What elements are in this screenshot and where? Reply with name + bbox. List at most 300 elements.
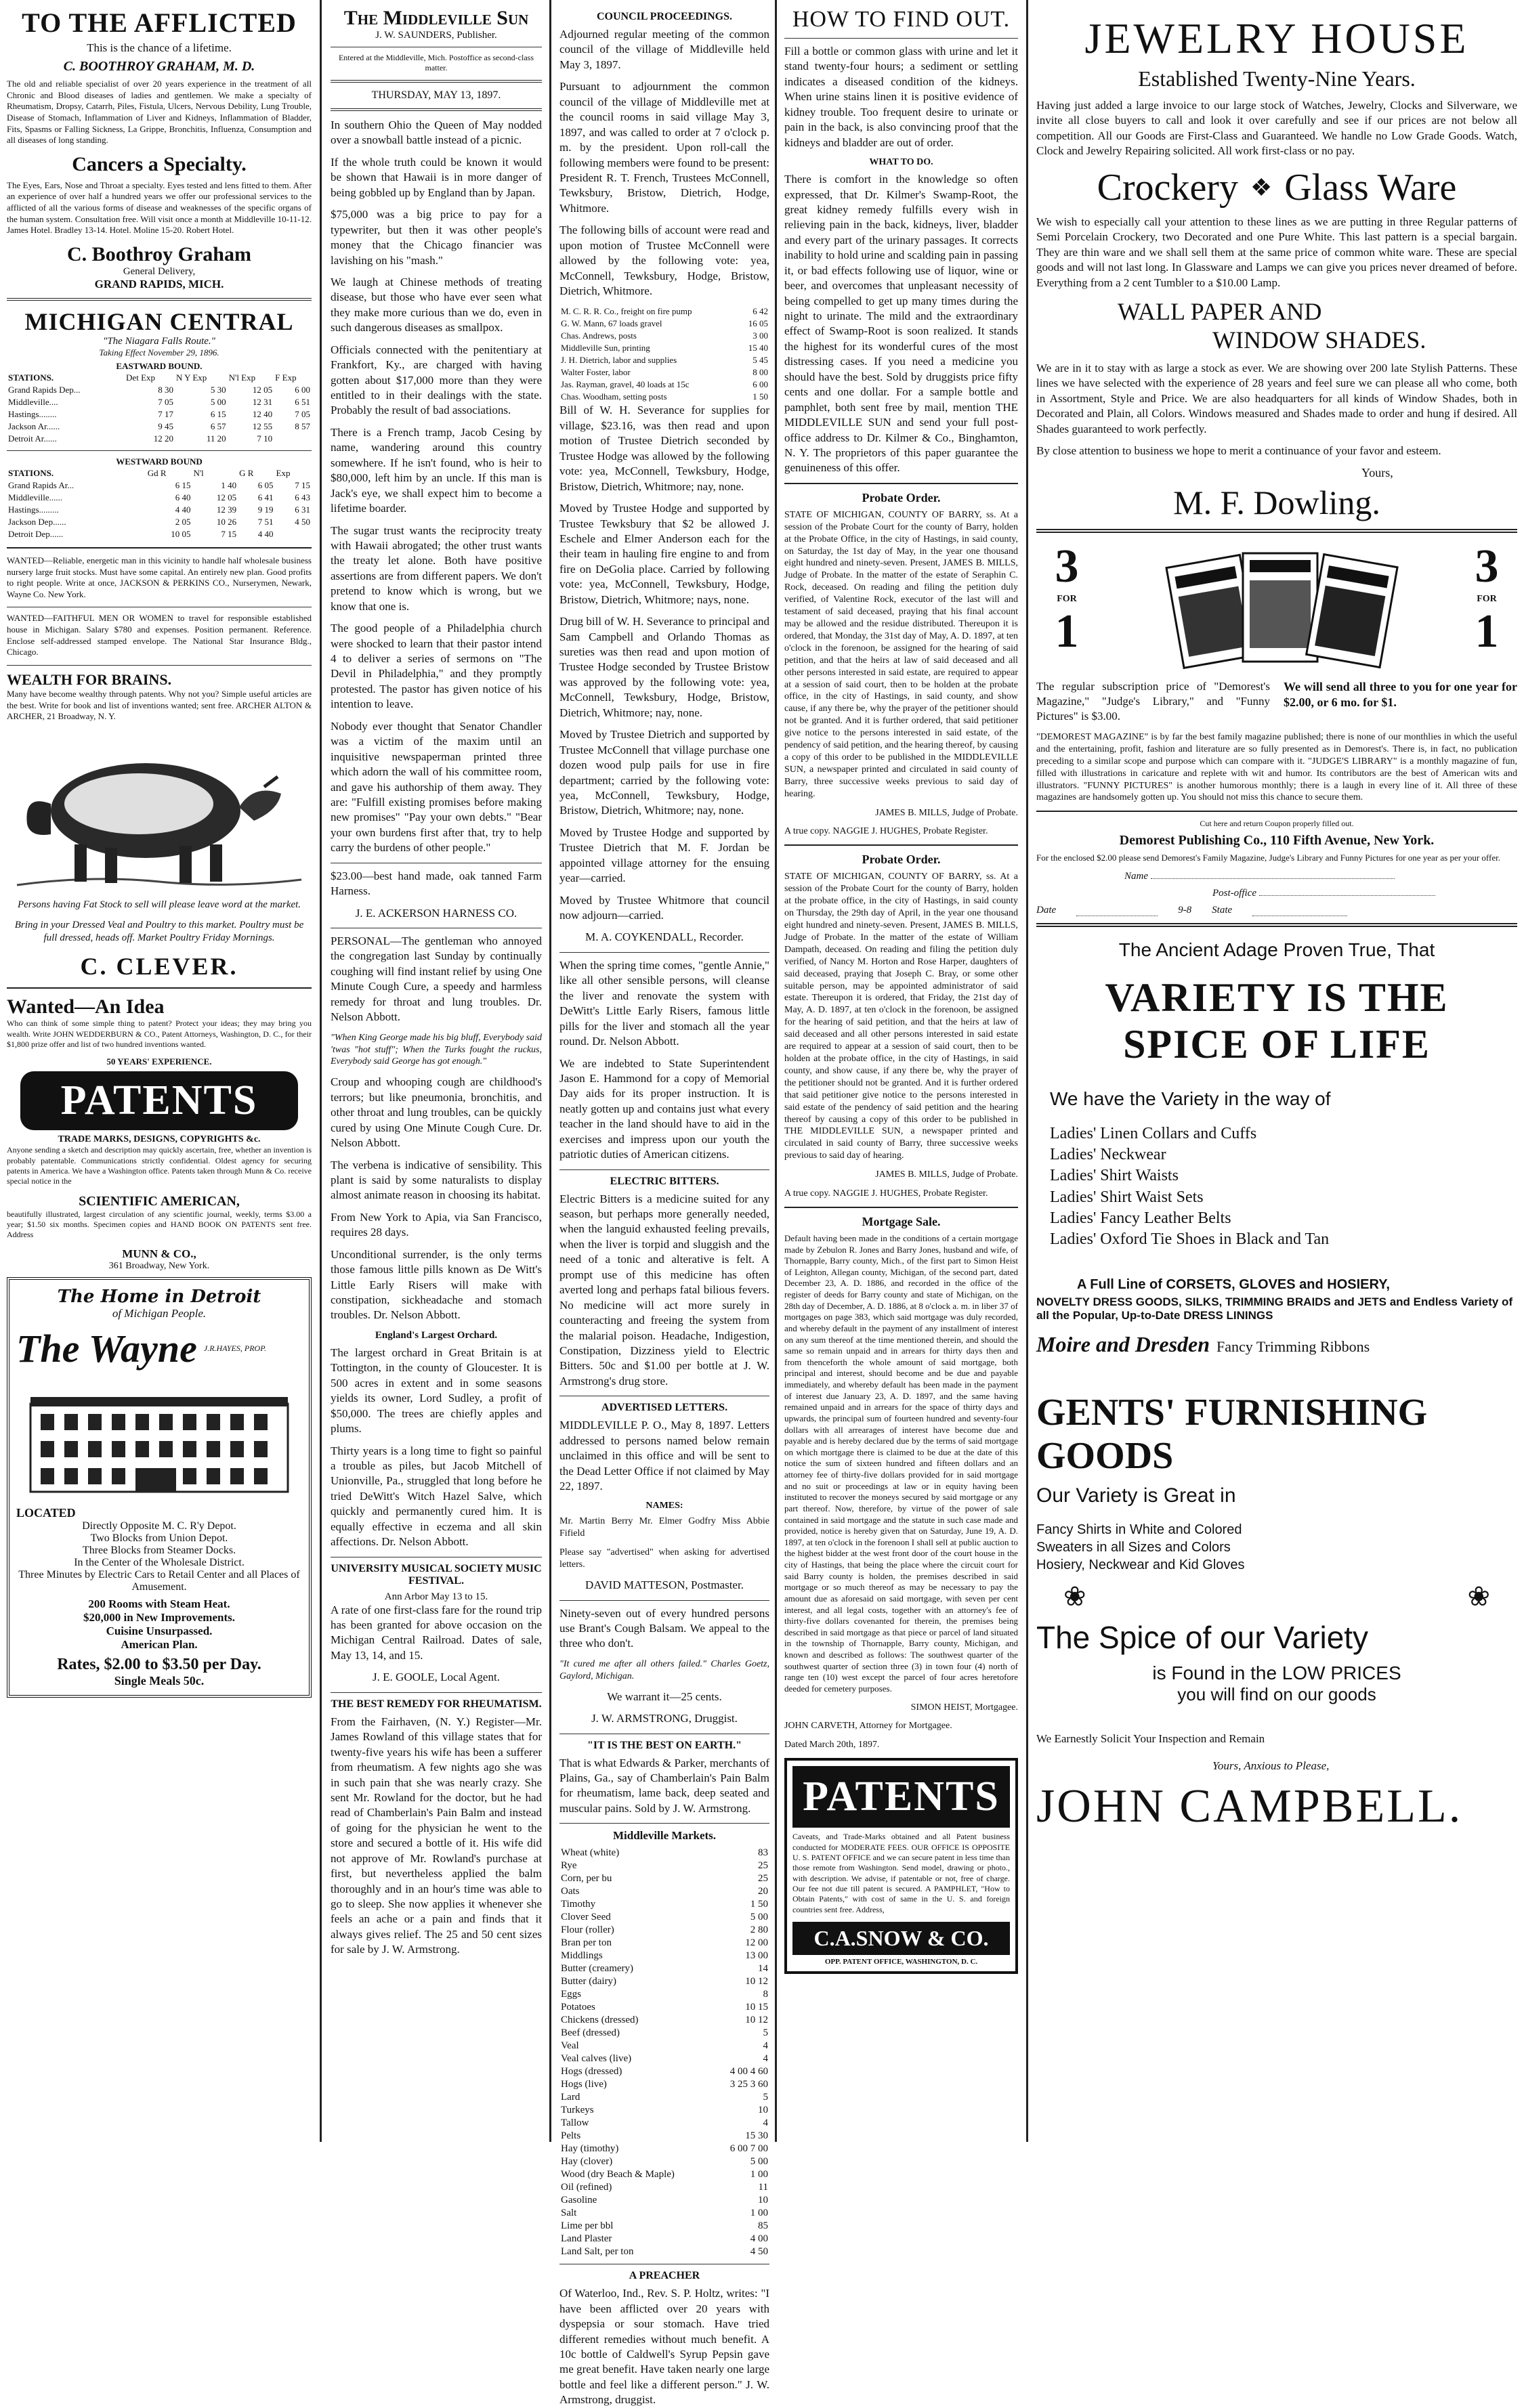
bill-amount: 5 45 [753,355,768,366]
table-row [559,2233,769,2245]
column-2 [324,7,549,2133]
names-heading: NAMES: [645,1501,683,1511]
commodity: Land Plaster [561,2233,612,2245]
coupon-number: 9-8 [1178,904,1192,916]
list-item: Sweaters in all Sizes and Colors [1036,1540,1231,1555]
table-row [559,2091,769,2104]
publisher: J. W. SAUNDERS, Publisher. [375,30,497,41]
masthead: The Middleville Sun [343,7,529,29]
commodity: Oil (refined) [561,2182,612,2193]
list-item: Hosiery, Neckwear and Kid Gloves [1036,1557,1245,1573]
moire-text-2: Fancy Trimming Ribbons [1216,1338,1370,1356]
article: When the spring time comes, "gentle Annie," like all other sensible persons, will cleanse the liver and renovate the system with DeWitt's Little Early Risers, famous little pills for the liver and stomach all the year round. Dr. Nelson Abbott. [559,958,769,1048]
mortgage-date: Dated March 20th, 1897. [784,1740,880,1750]
commodity: Hay (clover) [561,2156,613,2168]
commodity: Corn, per bu [561,1873,612,1885]
price: 5 [763,2092,768,2103]
commodity: Butter (creamery) [561,1963,634,1975]
table-row [7,408,312,421]
station: Grand Rapids Ar... [8,479,75,490]
wanted-ad-1: WANTED—Reliable, energetic man in this vicinity to handle half wholesale business nursery large fruit stocks. Must have some capital. An entirely new plan. Good profits to right people. Write at once, JACKSON & PERKINS CO., Nurserymen, Newark, Wayne Co. New York. [7,555,312,599]
probate-1-heading: Probate Order. [862,490,941,504]
table-row [559,1885,769,1898]
time: 12 39 [216,504,237,515]
jewelry-house-title: JEWELRY HOUSE [1084,14,1469,62]
bitters-text: Electric Bitters is a medicine suited for any season, but perhaps more generally needed, when the languid exhausted feeling prevails, when the liver is torpid and sluggish and the need of a tonic and alterative is felt. A prompt use of this medicine has often averted long and perhaps fatal bilious fevers. No medicine will act more surely in counteracting and freeing the system from the malarial poison. Headache, Indigestion, Constipation, Dizziness yield to Electric Bitters. 50c and $1.00 per bottle at J. W. Armstrong's drug store. [559,1192,769,1388]
table-row [559,330,769,342]
time: 12 31 [252,396,273,407]
council-text: Moved by Trustee Dietrich and supported by Trustee McConnell that village purchase one dozen wood pulp pails for use in fire department; carried by the following vote: yea, McConnell, Tewksbury, Hodge, Bristow, Dietrich, Whitmore; nay, none. [559,728,769,817]
westward-heading: WESTWARD BOUND [116,456,203,467]
table-row [559,2155,769,2168]
cancers-heading: Cancers a Specialty. [72,152,247,175]
for-right: FOR [1477,593,1497,604]
hotel-building-illustration [16,1377,302,1499]
article: From New York to Apia, via San Francisco, requires 28 days. [331,1210,542,1239]
commodity: Beef (dressed) [561,2027,620,2039]
coupon-heading: Demorest Publishing Co., 110 Fifth Avenue, New York. [1119,833,1435,848]
verse: "When King George made his big bluff, Everybody said 'twas "hot stuff"; When the Turks fought the ruckus, Everybody said George has got enough." [331,1032,542,1067]
jewelry-text: Having just added a large invoice to our large stock of Watches, Jewelry, Clocks and Silverware, we invite all close buyers to call and look it over carefully and see if our prices are not below all competition. All our Goods are First-Class and Guaranteed. We handle no Low Grade Goods. Watch, Clock and Jewelry Repairing solicited. All work first-class or no pay. [1036,99,1517,158]
bill-item: Jas. Rayman, gravel, 40 loads at 15c [561,379,690,390]
find-goods-line: you will find on our goods [1177,1684,1376,1705]
cow-illustration [7,729,312,899]
council-text: Pursuant to adjournment the common council of the village of Middleville met at the council rooms in said village May 3, 1897, and was called to order at 7 o'clock p. m. by the president. Upon roll-call the following members were found to be present: President R. T. French, Trustees McConnell, Tewksbury, Bristow, Dietrich, Hodge, Whitmore. [559,80,769,215]
mc-subtitle: "The Niagara Falls Route." [103,335,215,347]
patents-banner: PATENTS [20,1071,298,1130]
commodity: Wood (dry Beach & Maple) [561,2169,675,2180]
michigan-central-title: MICHIGAN CENTRAL [24,307,294,335]
station: Detroit Ar...... [8,433,57,444]
station: Grand Rapids Dep... [8,384,81,395]
price: 10 12 [745,1976,768,1987]
issue-date: THURSDAY, MAY 13, 1897. [371,89,501,101]
time: 8 30 [158,384,174,395]
bill-amount: 16 05 [748,318,768,329]
article: Thirty years is a long time to fight so painful a trouble as piles, but Jacob Mitchell of Unionville, Pa., struggled that long before he tried DeWitt's Witch Hazel Salve, which quickly and permanently cured him. It is equally effective in eczema and all skin affections. Dr. Nelson Abbott. [331,1444,542,1549]
bill-amount: 1 50 [753,391,768,402]
letters-note: Please say "advertised" when asking for advertised letters. [559,1547,769,1570]
afflicted-title: TO THE AFFLICTED [22,7,297,38]
wealth-text: Many have become wealthy through patents. Why not you? Simple useful articles are the best. Write for book and list of inventions wanted; sent free. ARCHER ALTON & ARCHER, 21 Broadway, N. Y. [7,688,312,722]
time: 11 20 [206,433,226,444]
find-out-text-2: There is comfort in the knowledge so often expressed, that Dr. Kilmer's Swamp-Root, the great kidney remedy fulfills every wish in relieving pain in the back, kidneys, liver, bladder and every part of the urinary passages. It corrects inability to hold urine and scalding pain in passing it, or bad effects following use of liquor, wine or beer, and overcomes that unpleasant necessity of being compelled to get up many times during the night to urinate. The mild and the extraordinary effect of Swamp-Root is soon realized. It stands the highest for its wonderful cures of the most distressing cases. If you need a medicine you should have the best. Sold by druggists price fifty cents and one dollar. For a sample bottle and pamphlet, both sent free by mail, mention THE MIDDLEVILLE SUN and send your full post-office address to Dr. Kilmer & Co., Binghamton, N. Y. The proprietors of this paper guarantee the genuineness of this offer. [784,173,1018,475]
time: 7 51 [257,516,274,527]
col-head: F Exp [275,372,297,383]
corsets-line: A Full Line of CORSETS, GLOVES and HOSIERY, [1077,1277,1390,1293]
list-item: Ladies' Shirt Waists [1050,1167,1179,1185]
wealth-heading: WEALTH FOR BRAINS. [7,670,172,688]
patents-text: Caveats, and Trade-Marks obtained and all Patent business conducted for MODERATE FEES. OUR OFFICE IS OPPOSITE U. S. PATENT OFFICE and we can secure patent in less time than those remote from Washington. Send model, drawing or photo., with description. We advise, if patentable or not, free of charge. Our fee not due till patent is secured. A PAMPHLET, "How to Obtain Patents," with cost of same in the U. S. and foreign countries sent free. Address, [792,1832,1010,1914]
bill-item: Walter Foster, labor [561,367,631,378]
price: 10 15 [745,2002,768,2013]
time: 12 40 [252,408,273,419]
time: 9 19 [257,504,274,515]
table-row [559,1937,769,1950]
col-head: G R [239,467,254,478]
price: 3 25 3 60 [729,2079,768,2090]
list-item: Ladies' Oxford Tie Shoes in Black and Tan [1050,1230,1330,1248]
munn-address: 361 Broadway, New York. [108,1260,210,1271]
price: 1 00 [750,2169,768,2180]
price: 25 [758,1860,768,1872]
column-rule [320,0,322,2142]
table-row [559,305,769,318]
gents-heading: GENTS' FURNISHING GOODS [1036,1392,1428,1478]
mortgage-text: Default having been made in the conditions of a certain mortgage made by Zebulon R. Jones and Barry Jones, husband and wife, of Thornapple, Barry county, Mich., of the first part to Simon Heist of Leighton, Allegan county, Michigan, of the second part, dated December 23, A. D. 1886, and recorded in the office of the register of deeds for Barry county and state of Michigan, on the 28th day of December, A. D. 1886, at 8 o'clock a. m. in liber 37 of mortgages on page 383, which said mortgage was duly recorded, and whereby default in the payment of any installment of interest on any sum thereof at the time mentioned therein, and should the same so remain unpaid and in arrears for thirty days then and from thenceforth the whole amount of said mortgage, both principal and interest, should become and be due and payable immediately, and whereby default has been made in the payment of interest due January 23, A. D. 1897, and the same having remained unpaid and in arrears for the space of thirty days and upwards, the principal sum of fourteen hundred and seventy-four dollars with all arrearages of interest have become due and payable and is hereby declared due by the terms of said mortgage on which mortgage there is claimed to be due at the date of this notice the sum of sixteen hundred and fifteen dollars and an attorney fee of thirty-five dollars provided for in said mortgage and no suit or proceedings at law or in equity having been instituted to recover the moneys secured by said mortgage or any part thereof. Now, therefore, by virtue of the power of sale contained in said mortgage and the statute in such case made and provided, notice is hereby given that on Saturday, June 19, A. D. 1897, at ten o'clock in the forenoon I shall sell at public auction to the highest bidder at the west front door of the court house in the city of Hastings, that being the place where the circuit court for said Barry county is holden, the premises described in said mortgage or so much thereof as may be necessary to pay the amount due as aforesaid on said mortgage, with seven per cent interest, and all legal costs, together with an attorney's fee of thirty-five dollars covenanted for therein, the premises being described in said mortgage as that piece or parcel of land situated in the township of Thornapple, Barry county, Michigan, and known and described as follows: The southwest quarter of the southwest quarter of section three (3) in town four (4) north of range ten (10) west except the parcel of four acres heretofore deeded for cemetery purposes. [784,1232,1018,1694]
preacher-heading: A PREACHER [629,2270,700,2282]
hotel-name: The Wayne [16,1326,197,1371]
price: 6 00 7 00 [729,2143,768,2155]
column-5 [1030,7,1524,2133]
shades-heading: WINDOW SHADES. [1212,326,1426,353]
price: 25 [758,1873,768,1885]
table-row [7,421,312,433]
time: 10 26 [216,516,237,527]
price: 1 50 [750,1899,768,1910]
price: 10 [758,2105,768,2116]
cow-caption: Persons having Fat Stock to sell will please leave word at the market. [17,899,301,910]
time: 6 05 [257,479,274,490]
bill-item: Chas. Woodham, setting posts [561,391,667,402]
column-rule [549,0,551,2142]
commodity: Butter (dairy) [561,1976,617,1987]
orchard-heading: England's Largest Orchard. [375,1329,498,1341]
westward-timetable [7,467,312,540]
table-row [7,433,312,445]
mc-date: Taking Effect November 29, 1896. [99,347,219,358]
probate-2-sign: JAMES B. MILLS, Judge of Probate. [875,1169,1018,1180]
list-item: Ladies' Fancy Leather Belts [1050,1209,1231,1227]
article: We are indebted to State Superintendent Jason E. Hammond for a copy of Memorial Day aids for its proper instruction. It is neatly gotten up and contains just what every teacher in the land should have to aid in the exercises and impress upon our youth the patriotic duties of American citizens. [559,1056,769,1161]
three-left: 3 [1055,540,1079,593]
musical-sub: Ann Arbor May 13 to 15. [384,1591,488,1602]
commodity: Oats [561,1886,580,1897]
clever-name: C. CLEVER. [80,953,238,981]
table-row [559,2207,769,2220]
idea-text: Who can think of some simple thing to patent? Protect your ideas; they may bring you wealth. Write JOHN WEDDERBURN & CO., Patent Attorneys, Washington, D. C., for their $1,800 prize offer and list of two hundred inventions wanted. [7,1018,312,1049]
campbell-name: JOHN CAMPBELL. [1036,1780,1463,1833]
time: 9 45 [158,421,174,431]
commodity: Lime per bbl [561,2220,614,2232]
column-4 [778,7,1025,2133]
bill-item: J. H. Dietrich, labor and supplies [561,355,677,366]
council-text: Adjourned regular meeting of the common council of the village of Middleville held May 3, 1897. [559,28,769,71]
scroll-ornament-icon: ❀ [1467,1581,1490,1612]
price: 4 00 4 60 [729,2066,768,2078]
price: 20 [758,1886,768,1897]
article: We laugh at Chinese methods of treating disease, but those who have ever seen what they make more curious than we do, even in such dangerous diseases as smallpox. [331,275,542,335]
article: In southern Ohio the Queen of May nodded over a snowball battle instead of a picnic. [331,119,542,147]
harness-ad: $23.00—best hand made, oak tanned Farm Harness. [331,869,542,898]
earth-text: That is what Edwards & Parker, merchants of Plains, Ga., say of Chamberlain's Pain Balm for rheumatism, lame back, deep seated and muscular pains. Sold by J. W. Armstrong. [559,1756,769,1815]
station: Hastings........ [8,408,57,419]
wallpaper-text: We are in it to stay with as large a stock as ever. We are showing over 200 late Stylish Patterns. These lines we have selected with the experience of 28 years and feel sure we can please all who come, both in Assortment, Style and Price. We are also headquarters for all kinds of Window Shades, both in Decorated and Plain, all Colors. Windows measured and Shades made to order and hung if desired. All Shades guaranteed to work perfectly. [1036,361,1517,435]
col-head: Gd R [147,467,167,478]
harness-sign: J. E. ACKERSON HARNESS CO. [355,906,517,920]
crockery-word: Crockery [1097,166,1238,209]
time: 6 15 [210,408,226,419]
table-row [7,516,312,528]
table-row [559,1872,769,1885]
table-row [559,1898,769,1911]
bill-amount: 3 00 [753,330,768,341]
variety-banner: VARIETY IS THE SPICE OF LIFE [1105,974,1449,1067]
have-variety-line: We have the Variety in the way of [1050,1088,1331,1109]
warrant: We warrant it—25 cents. [607,1690,722,1703]
time: 12 55 [252,421,273,431]
time: 12 05 [216,492,237,502]
date-label: Date [1036,904,1057,916]
col-head: Exp [276,467,291,478]
musical-sign: J. E. GOOLE, Local Agent. [373,1671,500,1684]
time: 6 51 [295,396,310,407]
time: 7 05 [158,396,174,407]
probate-2-copy: A true copy. NAGGIE J. HUGHES, Probate Register. [784,1188,988,1199]
price: 4 [763,2040,768,2052]
table-row [559,1847,769,1859]
article: Ninety-seven out of every hundred persons use Brant's Cough Balsam. We appeal to the three who don't. [559,1606,769,1650]
bill-amount: 6 00 [753,379,768,390]
council-text: Moved by Trustee Hodge and supported by Trustee Dietrich that M. F. Jordan be appointed village attorney for the ensuing year—carried. [559,825,769,885]
magazines-illustration [1155,540,1399,675]
commodity: Clover Seed [561,1912,611,1923]
table-row [7,504,312,516]
price: 5 00 [750,1912,768,1923]
snow-name: C.A.SNOW & CO. [792,1922,1010,1955]
plan-line: American Plan. [121,1637,198,1651]
subscription-offer: We will send all three to you for one year for $2.00, or 6 mo. for $1. [1284,679,1517,710]
cuisine-line: Cuisine Unsurpassed. [106,1624,213,1637]
table-row [559,2194,769,2207]
commodity: Land Salt, per ton [561,2246,634,2258]
time: 6 40 [175,492,191,502]
council-sign: M. A. COYKENDALL, Recorder. [585,930,744,944]
stations-label: STATIONS. [8,467,54,478]
one-left: 1 [1055,605,1079,658]
table-row [7,384,312,396]
table-row [559,2065,769,2078]
price: 11 [758,2182,768,2193]
magazine-offer [1036,540,1517,675]
graham-sub: General Delivery, [123,265,196,277]
table-row [559,2245,769,2258]
letters-text: MIDDLEVILLE P. O., May 8, 1897. Letters addressed to persons named below remain unclaimed in this office and will be sent to the Dead Letter Office if not claimed by May 22, 1897. [559,1419,769,1492]
located-label: LOCATED [16,1505,76,1520]
station: Middleville...... [8,492,63,502]
location-line: Three Minutes by Electric Cars to Retail Center and all Places of Amusement. [18,1568,300,1593]
orchard-text: The largest orchard in Great Britain is at Tottington, in the county of Gloucester. It is 500 acres in extent and in some seasons yields its owner, Lord Sudley, a profit of $50,000. The trees are chiefly apples and plums. [331,1346,542,1436]
cancers-text: The Eyes, Ears, Nose and Throat a specialty. Eyes tested and lens fitted to them. After an experience of over half a hundred years we offer our professional services to the afflicted of all the various forms of disease and weaknesses of the specific organs of the human system. Consultation free. Will visit once a month at Middleville 10-11-12. James Hotel. Bradley 13-14. Hotel. Moline 15-20. Robert Hotel. [7,179,312,236]
commodity: Turkeys [561,2105,594,2116]
price: 83 [758,1847,768,1859]
table-row [7,528,312,540]
musical-text: A rate of one first-class fare for the round trip has been granted for above occasion on the Michigan Central Railroad. Dates of sale, May 13, 14, and 15. [331,1603,542,1662]
table-row [559,2040,769,2052]
commodity: Rye [561,1860,577,1872]
table-row [559,1924,769,1937]
low-prices-line: is Found in the LOW PRICES [1152,1662,1401,1684]
article: Unconditional surrender, is the only terms those famous little pills known as De Witt's Little Early Risers will make with constipation, sickheadache and stomach troubles. Dr. Nelson Abbott. [331,1247,542,1322]
for-left: FOR [1057,593,1077,604]
postoffice-label: Post-office [1212,887,1256,899]
column-rule [1026,0,1028,2142]
rates-line: Rates, $2.00 to $3.50 per Day. [57,1655,261,1673]
commodity: Timothy [561,1899,596,1910]
snow-address: OPP. PATENT OFFICE, WASHINGTON, D. C. [824,1958,978,1966]
coupon-cut-line: Cut here and return Coupon properly filled out. [1200,819,1354,829]
time: 6 57 [210,421,226,431]
testimonial: "It cured me after all others failed." Charles Goetz, Gaylord, Michigan. [559,1658,769,1681]
musical-heading: UNIVERSITY MUSICAL SOCIETY MUSIC FESTIVAL. [331,1562,542,1587]
hotel-ad [7,1277,312,1698]
col-head: N'l [193,467,204,478]
list-item: Fancy Shirts in White and Colored [1036,1522,1242,1538]
location-line: Three Blocks from Steamer Docks. [82,1544,236,1556]
improvements-line: $20,000 in New Improvements. [83,1610,235,1624]
bill-amount: 8 00 [753,367,768,378]
column-3 [553,7,776,2407]
bill-item: Chas. Andrews, posts [561,330,637,341]
article: The sugar trust wants the reciprocity treaty with Hawaii abrogated; the other trust wants the treaty let alone. Both have positive assertions are from different papers. We don't pretend to know which is wrong, but we know that one is. [331,523,542,613]
time: 10 05 [171,528,191,539]
commodity: Middlings [561,1950,603,1962]
time: 4 40 [257,528,274,539]
ampersand-ornament-icon: ❖ [1250,173,1273,201]
table-row [559,1911,769,1924]
bill-item: Middleville Sun, printing [561,343,650,353]
eastward-timetable [7,372,312,445]
patents-sub: TRADE MARKS, DESIGNS, COPYRIGHTS &c. [58,1134,261,1145]
ladies-list [1050,1123,1517,1250]
letters-heading: ADVERTISED LETTERS. [601,1402,728,1414]
three-right: 3 [1475,540,1499,593]
council-text: Drug bill of W. H. Severance to principal and Sam Campbell and Orlando Thomas as sureties was then read and upon motion of Trustee Hodge seconded by Trustee Bristow was approved by the following vote: yea, McConnell, Tewksbury, Hodge, Bristow, Dietrich, Whitmore; nay, none. [559,615,769,719]
price: 4 50 [750,2246,768,2258]
station: Hastings......... [8,504,59,515]
time: 4 40 [175,504,191,515]
commodity: Veal calves (live) [561,2053,632,2065]
patents-ad [784,1758,1018,1974]
table-row [559,366,769,379]
coupon-date-field [1036,905,1517,916]
price: 14 [758,1963,768,1975]
moire-text: Moire and Dresden [1036,1332,1210,1357]
time: 5 00 [210,396,226,407]
name-label: Name [1124,870,1148,882]
table-row [559,1859,769,1872]
find-out-text: Fill a bottle or common glass with urine and let it stand twenty-four hours; a sediment or settling indicates a diseased condition of the kidneys. When urine stains linen it is positive evidence of kidney trouble. Too frequent desire to urinate or pain in the back, is also convincing proof that the kidneys and bladder are out of order. [784,45,1018,149]
doctor-name: C. BOOTHROY GRAHAM, M. D. [63,59,255,74]
find-out-heading: HOW TO FIND OUT. [792,7,1011,32]
solicit-line: We Earnestly Solicit Your Inspection and Remain [1036,1732,1265,1746]
preacher-text: Of Waterloo, Ind., Rev. S. P. Holtz, writes: "I have been afflicted over 20 years with dyspepsia or sour stomach. Have tried different remedies without much benefit. A 10c bottle of Caldwell's Syrup Pepsin gave me great benefit. Have taken nearly one large bottle and feel like a different person." J. W. Armstrong, druggist. [559,2287,769,2407]
table-row [7,479,312,492]
demorest-text: "DEMOREST MAGAZINE" is by far the best family magazine published; there is none of our monthlies in which the useful and the entertaining, profit, fashion and literature are so fully presented as in Demorest's. There is, in fact, no publication preceding to a similar scope and purpose which can compare with it. "JUDGE'S LIBRARY" is a monthly magazine of fun, filled with illustrations in caricature and replete with wit and humor. Its contributors are the best of American wits and illustrators. "FUNNY PICTURES" is another humorous monthly; there is a laugh in every line of it. All three of these magazines are handsomely gotten up. You should not miss this chance to secure them. [1036,731,1517,803]
price: 13 00 [745,1950,768,1962]
price: 10 12 [745,2015,768,2026]
table-row [559,1975,769,1988]
probate-1-sign: JAMES B. MILLS, Judge of Probate. [875,807,1018,818]
time: 8 57 [295,421,310,431]
table-row [559,2181,769,2194]
table-row [559,2117,769,2130]
price: 8 [763,1989,768,2000]
price: 15 30 [745,2130,768,2142]
state-label: State [1212,904,1233,916]
col-head: N Y Exp [176,372,207,383]
table-row [559,2078,769,2091]
names-list: Mr. Martin Berry Mr. Elmer Godfry Miss Abbie Fifield [559,1516,769,1539]
article: $75,000 was a big price to pay for a typewriter, but then it was other people's money that the Chicago financier was lavishing on his "mash." [331,208,542,267]
markets-heading: Middleville Markets. [612,1829,717,1843]
coupon-text: For the enclosed $2.00 please send Demorest's Family Magazine, Judge's Library and Funny Pictures for one year as per your offer. [1036,853,1500,863]
great-in-line: Our Variety is Great in [1036,1484,1236,1507]
council-text: Moved by Trustee Hodge and supported by Trustee Tewksbury that $2 be allowed J. Eschele and Elmer Anderson each for the their team in hauling fire engine to and from fire on DeGolia place. Carried by following vote: yea, McConnell, Tewksbury, Hodge, Bristow, Dietrich, Whitmore; nays, none. [559,502,769,606]
time: 7 15 [295,479,310,490]
price: 10 [758,2195,768,2206]
time: 12 20 [153,433,174,444]
patents-years: 50 YEARS' EXPERIENCE. [106,1056,212,1067]
doctor-text: The old and reliable specialist of over 20 years experience in the treatment of all Chronic and Blood diseases of ladies and gentlemen. We make a specialty of Rheumatism, Dropsy, Catarrh, Piles, Fistula, Ulcers, Nervous Debility, Lung Trouble, Disease of Stomach, Inflammation of Liver and Kidneys, Inflammation of Bladder, Fits, Spasms or Falling Sickness, La Grippe, Bronchitis, Influenza, Consumption and all diseases of long standing. [7,79,312,146]
price: 85 [758,2220,768,2232]
earth-heading: "IT IS THE BEST ON EARTH." [587,1739,742,1751]
crockery-text: We wish to especially call your attention to these lines as we are putting in three Regular patterns of Semi Porcelain Crockery, two Decorated and one Pure White. This last pattern is a special bargain. They are thin ware and we shall sell them at the same price of common white ware. These are special goods and will not last long. In Glassware and Lamps we can give you prices never dreamed of before. Everything from a 2 cent Tumbler to a $10.00 Lamp. [1036,215,1517,289]
bill-item: M. C. R. R. Co., freight on fire pump [561,306,692,317]
table-row [559,2001,769,2014]
time: 4 50 [295,516,310,527]
council-text: The following bills of account were read and upon motion of Trustee McConnell were allowed by the following vote: yea, McConnell, Tewksbury, Hodge, Bristow, Dietrich, Whitmore. [559,223,769,297]
council-text: Moved by Trustee Whitmore that council now adjourn—carried. [559,893,769,922]
time: 6 41 [257,492,274,502]
what-to-do-heading: WHAT TO DO. [869,157,933,168]
sci-am-text: beautifully illustrated, largest circulation of any scientific journal, weekly, terms $3.00 a year; $1.50 six months. Specimen copies and HAND BOOK ON PATENTS sent free. Address [7,1209,312,1240]
glassware-word: Glass Ware [1284,166,1457,209]
coupon-name-field [1124,871,1517,882]
station: Jackson Dep...... [8,516,66,527]
time: 7 10 [257,433,273,444]
commodity: Hogs (dressed) [561,2066,622,2078]
column-1 [0,7,318,2133]
bill-amount: 6 42 [753,306,768,317]
probate-1-copy: A true copy. NAGGIE J. HUGHES, Probate Register. [784,826,988,837]
location-line: Two Blocks from Union Depot. [90,1532,228,1544]
commodity: Tallow [561,2117,589,2129]
table-row [7,396,312,408]
price: 4 [763,2117,768,2129]
time: 6 00 [295,384,310,395]
table-row [559,2014,769,2027]
time: 6 31 [295,504,310,515]
hotel-prop: J.R.HAYES, PROP. [203,1343,266,1353]
commodity: Hay (timothy) [561,2143,619,2155]
time: 7 15 [221,528,237,539]
table-row [559,1962,769,1975]
time: 6 15 [175,479,191,490]
article: The good people of a Philadelphia church were shocked to learn that their pastor intend 4 to deliver a series of sermons on "The Devil in Philadelphia," and they promptly protested. The pastor has given notice of his intention to leave. [331,622,542,711]
time: 2 05 [175,516,191,527]
station: Detroit Dep...... [8,528,64,539]
afflicted-subtitle: This is the chance of a lifetime. [87,41,232,54]
table-row [559,2168,769,2181]
table-row [559,2104,769,2117]
table-row [559,318,769,330]
table-row [7,492,312,504]
probate-2-heading: Probate Order. [862,853,941,867]
article: PERSONAL—The gentleman who annoyed the congregation last Sunday by continually coughing will find instant relief by using One Minute Cough Cure, a speedy and harmless remedy for throat and lung troubles. Dr. Nelson Abbott. [331,934,542,1024]
commodity: Salt [561,2208,577,2219]
patents-banner: PATENTS [792,1766,1010,1828]
